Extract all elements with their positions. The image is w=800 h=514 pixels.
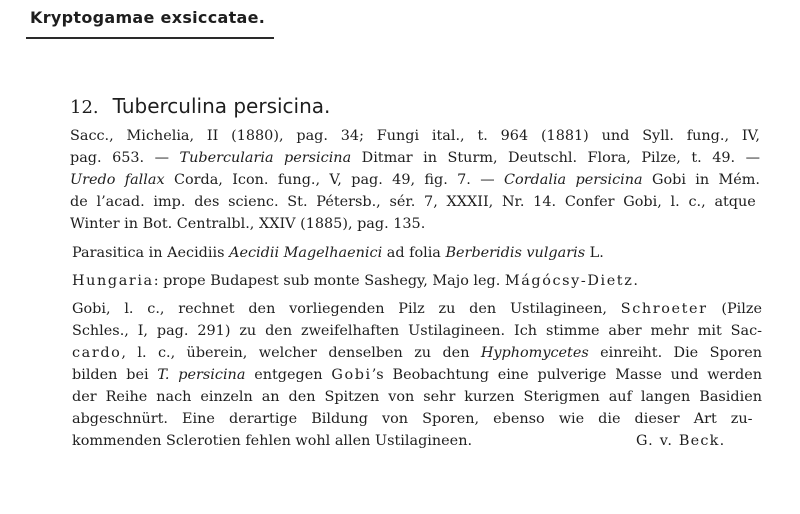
italic-text: Uredo fallax (70, 172, 165, 188)
text-run: L. (585, 245, 604, 261)
entry-heading (70, 94, 330, 118)
text-run: Sacc., Michelia, II (1880), pag. 34; Fungi ital., t. 964 (1881) und Syll. fung., IV, (70, 128, 760, 144)
entry-title: Tuberculina persicina. (112, 94, 331, 118)
text-run: . (633, 273, 638, 289)
text-run: Gobi in Mém. (642, 172, 761, 188)
text-run: bilden bei (72, 367, 158, 383)
text-run: (Pilze (707, 301, 762, 317)
italic-text: Cordalia persicina (504, 172, 643, 188)
text-line (72, 409, 753, 429)
text-run: Schles., I, pag. 291) zu den zweifelhaften Ustilagineen. Ich stimme aber mehr mit Sac- (72, 323, 762, 339)
text-run: pag. 653. — (70, 150, 180, 166)
text-line (72, 271, 638, 291)
text-line (72, 321, 762, 341)
text-run: Parasitica in Aecidiis (72, 245, 230, 261)
entry-number: 12. (70, 97, 99, 118)
text-run: kommenden Sclerotien fehlen wohl allen Ustilagineen. (72, 433, 473, 449)
text-line (72, 365, 762, 385)
text-line (70, 126, 760, 146)
text-run: , l. c., überein, welcher denselben zu den (121, 345, 481, 361)
text-run: Gobi (331, 367, 372, 383)
italic-text: Berberidis vulgaris (445, 245, 586, 261)
text-run: entgegen (245, 367, 332, 383)
text-run: cardo (72, 345, 122, 361)
text-line (70, 148, 760, 168)
text-run: ad folia (382, 245, 446, 261)
text-line (72, 299, 762, 319)
text-line (70, 192, 756, 212)
text-run: Gobi, l. c., rechnet den vorliegenden Pilz zu den Ustilagineen, (72, 301, 621, 317)
text-run: Hungaria (72, 273, 154, 289)
text-run: der Reihe nach einzeln an den Spitzen von sehr kurzen Sterigmen auf langen Basidien (72, 389, 762, 405)
text-run: de l’acad. imp. des scienc. St. Pétersb., sér. 7, XXXII, Nr. 14. Confer Gobi, l. c., atque (70, 194, 756, 210)
text-run: Ditmar in Sturm, Deutschl. Flora, Pilze, t. 49. — (351, 150, 760, 166)
italic-text: Tubercularia persicina (179, 150, 352, 166)
text-line (72, 243, 604, 263)
text-line (72, 431, 472, 451)
text-line (70, 214, 425, 234)
text-run: Mágócsy-Dietz (504, 273, 634, 289)
text-run: : prope Budapest sub monte Sashegy, Majo leg. (153, 273, 505, 289)
author-signature: G. v. Beck. (636, 433, 726, 449)
text-run: Schroeter (620, 301, 708, 317)
text-run: Corda, Icon. fung., V, pag. 49, fig. 7. — (164, 172, 504, 188)
collection-title: Kryptogamae exsiccatae. (30, 8, 266, 27)
text-run: Winter in Bot. Centralbl., XXIV (1885), pag. 135. (70, 216, 426, 232)
italic-text: T. persicina (157, 367, 246, 383)
header-underline (26, 37, 274, 39)
text-line (70, 170, 760, 190)
text-run: abgeschnürt. Eine derartige Bildung von Sporen, ebenso wie die dieser Art zu- (72, 411, 753, 427)
text-line (72, 343, 762, 363)
text-run: ’s Beobachtung eine pulverige Masse und werden (371, 367, 762, 383)
italic-text: Hyphomycetes (480, 345, 589, 361)
text-run: einreiht. Die Sporen (588, 345, 762, 361)
italic-text: Aecidii Magelhaenici (229, 245, 383, 261)
text-line (72, 387, 762, 407)
